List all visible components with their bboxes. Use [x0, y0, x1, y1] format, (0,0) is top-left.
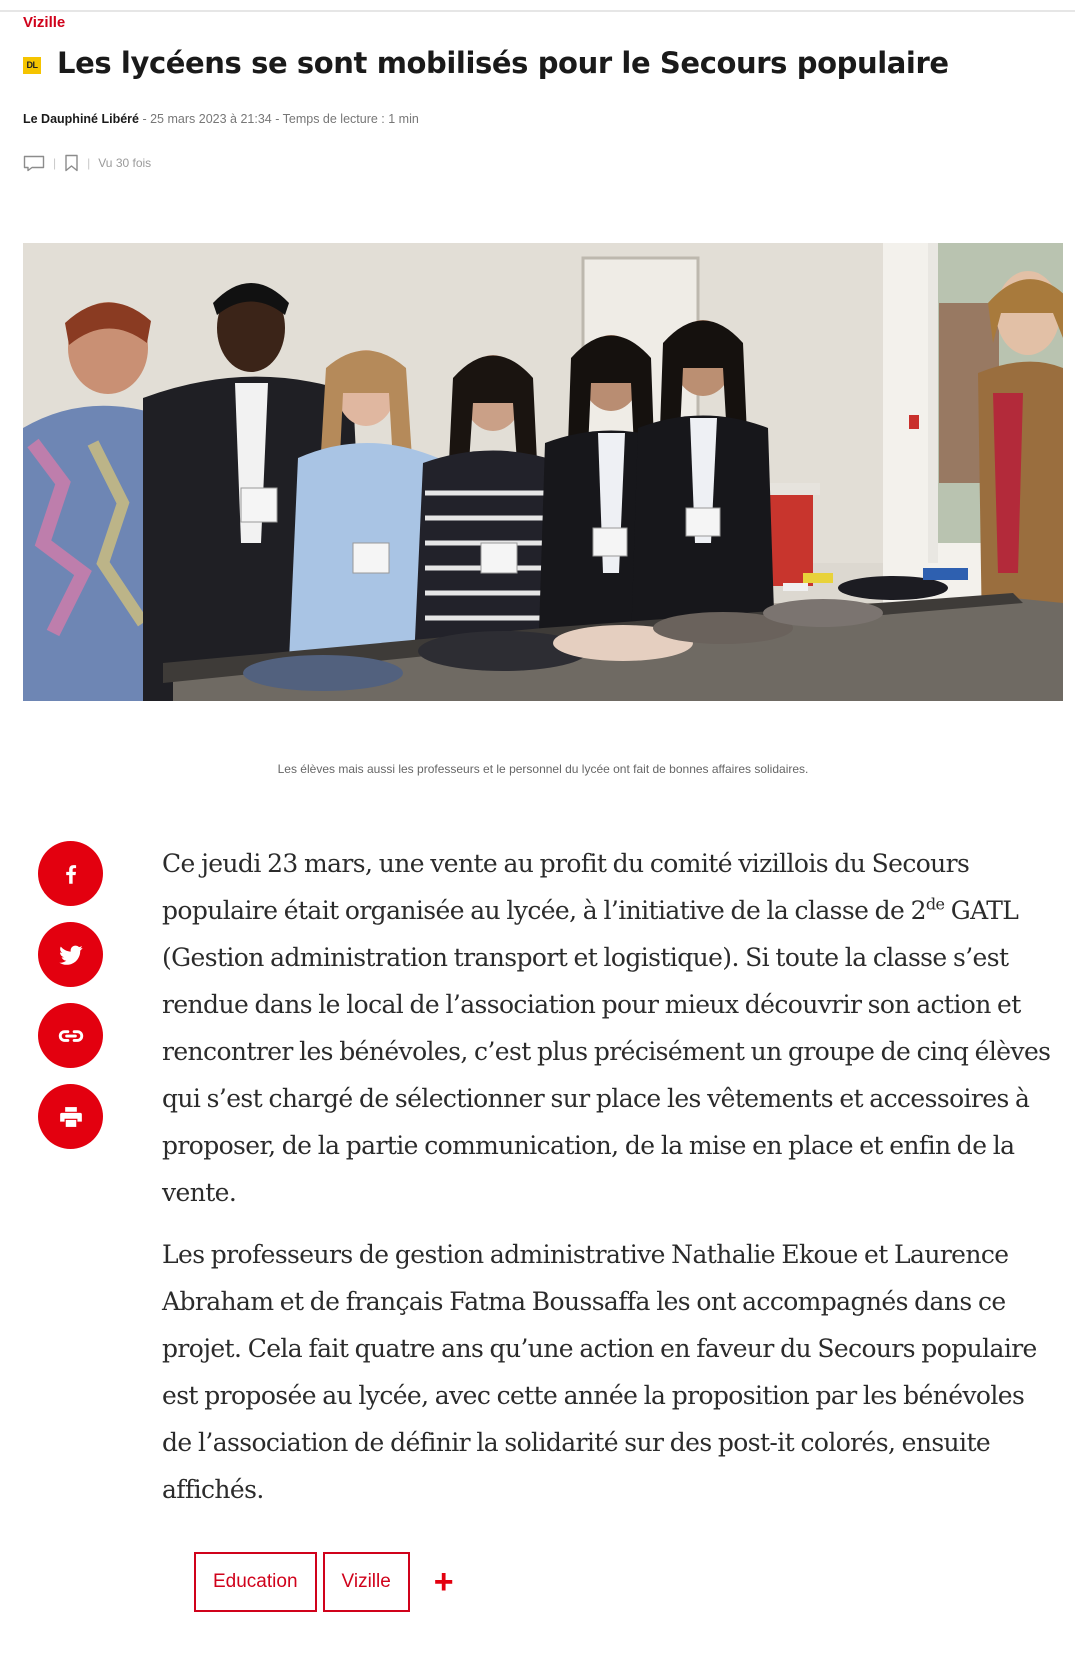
byline-separator: - — [271, 112, 283, 126]
article-headline: Les lycéens se sont mobilisés pour le Secours populaire — [57, 46, 949, 80]
byline-date: 25 mars 2023 à 21:34 — [150, 112, 272, 126]
bookmark-icon[interactable] — [64, 154, 79, 172]
byline — [23, 112, 419, 126]
photo-caption: Les élèves mais aussi les professeurs et le personnel du lycée ont fait de bonnes affaires solidaires. — [277, 762, 809, 776]
more-tags-button[interactable]: + — [433, 1563, 454, 1601]
view-count: Vu 30 fois — [98, 156, 152, 170]
tag-list — [194, 1552, 454, 1612]
title-row — [23, 46, 949, 80]
facebook-icon — [58, 861, 84, 887]
article-meta-row — [23, 154, 151, 172]
section-link-vizille[interactable]: Vizille — [23, 14, 66, 31]
tag-vizille[interactable]: Vizille — [323, 1552, 410, 1612]
article-photo — [23, 243, 1063, 701]
share-link-button[interactable] — [38, 1003, 103, 1068]
twitter-icon — [57, 941, 85, 969]
byline-read-time: Temps de lecture : 1 min — [282, 112, 419, 126]
link-icon — [56, 1021, 86, 1051]
meta-separator: | — [87, 156, 91, 170]
top-divider — [0, 10, 1075, 12]
tag-education[interactable]: Education — [194, 1552, 317, 1612]
byline-separator: - — [139, 112, 151, 126]
article-paragraph-text: GATL (Gestion administration transport et logistique). Si toute la classe s’est rendue dans le local de l’association pour mieux découvrir son action et rencontrer les bénévoles, c’est plus précisément un groupe de cinq élèves qui s’est chargé de sélectionner sur place les vêtements et accessoires à proposer, de la partie communication, de la mise en place et enfin de la vente. — [162, 896, 1051, 1207]
meta-separator: | — [53, 156, 57, 170]
article-paragraph: Les professeurs de gestion administrative Nathalie Ekoue et Laurence Abraham et de français Fatma Boussaffa les ont accompagnés dans ce projet. Cela fait quatre ans qu’une action en faveur du Secours populaire est proposée au lycée, avec cette année la proposition par les bénévoles de l’association de définir la solidarité sur des post-it colorés, ensuite affichés. — [162, 1240, 1037, 1504]
share-twitter-button[interactable] — [38, 922, 103, 987]
dauphine-logo-badge: DL — [23, 57, 41, 74]
print-icon — [57, 1103, 85, 1131]
comment-icon[interactable] — [23, 155, 45, 172]
article-paragraph-text: Ce jeudi 23 mars, une vente au profit du comité vizillois du Secours populaire était organisée au lycée, à l’initiative de la classe de 2 — [162, 849, 970, 925]
byline-source: Le Dauphiné Libéré — [23, 112, 139, 126]
ordinal-suffix: de — [925, 894, 945, 914]
share-print-button[interactable] — [38, 1084, 103, 1149]
article-paragraph — [162, 840, 1052, 1216]
article-body — [162, 840, 1052, 1528]
share-facebook-button[interactable] — [38, 841, 103, 906]
